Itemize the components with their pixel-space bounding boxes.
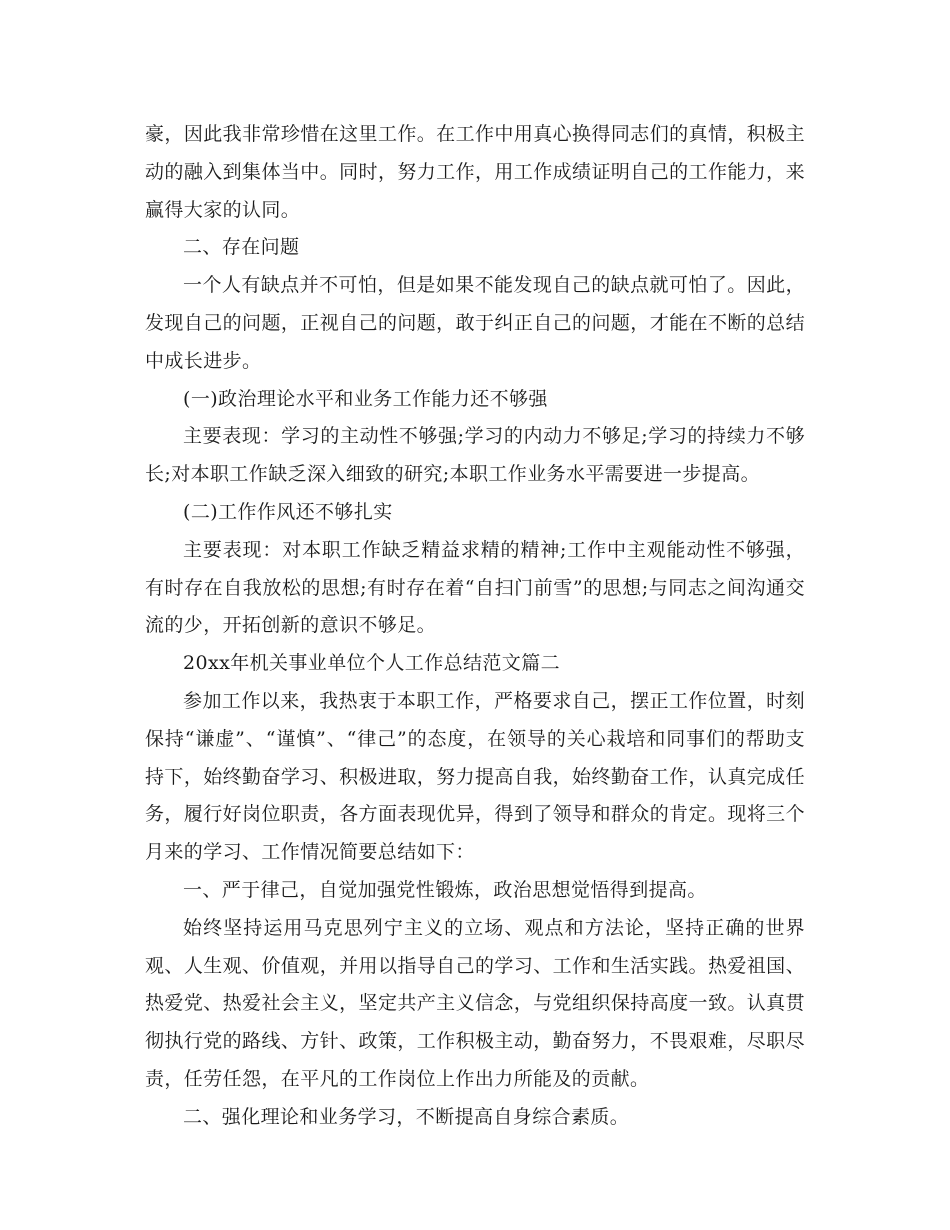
- section-heading: 二、强化理论和业务学习，不断提高自身综合素质。: [183, 1105, 630, 1128]
- body-paragraph: 一个人有缺点并不可怕，但是如果不能发现自己的缺点就可怕了。因此，发现自己的问题，正视自己的问题，敢于纠正自己的问题，才能在不断的总结中成长进步。: [145, 274, 805, 372]
- body-paragraph: 始终坚持运用马克思列宁主义的立场、观点和方法论，坚持正确的世界观、人生观、价值观，并用以指导自己的学习、工作和生活实践。热爱祖国、热爱党、热爱社会主义，坚定共产主义信念，与党组织保持高度一致。认真贯彻执行党的路线、方针、政策，工作积极主动，勤奋努力，不畏艰难，尽职尽责，任劳任怨，在平凡的工作岗位上作出力所能及的贡献。: [145, 916, 805, 1090]
- body-paragraph: 主要表现：对本职工作缺乏精益求精的精神;工作中主观能动性不够强，有时存在自我放松的思想;有时存在着“自扫门前雪”的思想;与同志之间沟通交流的少，开拓创新的意识不够足。: [145, 538, 805, 637]
- document-body: [145, 116, 805, 1137]
- body-paragraph: 豪，因此我非常珍惜在这里工作。在工作中用真心换得同志们的真情，积极主动的融入到集体当中。同时，努力工作，用工作成绩证明自己的工作能力，来赢得大家的认同。: [145, 123, 805, 221]
- subsection-heading: (一)政治理论水平和业务工作能力还不够强: [183, 387, 548, 410]
- body-paragraph: 主要表现：学习的主动性不够强;学习的内动力不够足;学习的持续力不够长;对本职工作缺乏深入细致的研究;本职工作业务水平需要进一步提高。: [145, 425, 805, 486]
- section-heading-problems: 二、存在问题: [183, 236, 300, 259]
- subsection-heading: (二)工作作风还不够扎实: [183, 500, 393, 523]
- section-heading: 一、严于律己，自觉加强党性锻炼，政治思想觉悟得到提高。: [183, 878, 707, 901]
- body-paragraph: 参加工作以来，我热衷于本职工作，严格要求自己，摆正工作位置，时刻保持“谦虚”、“谨慎”、“律己”的态度，在领导的关心栽培和同事们的帮助支持下，始终勤奋学习、积极进取，努力提高自我，始终勤奋工作，认真完成任务，履行好岗位职责，各方面表现优异，得到了领导和群众的肯定。现将三个月来的学习、工作情况简要总结如下：: [145, 689, 805, 864]
- article-title: 20xx年机关事业单位个人工作总结范文篇二: [183, 652, 561, 675]
